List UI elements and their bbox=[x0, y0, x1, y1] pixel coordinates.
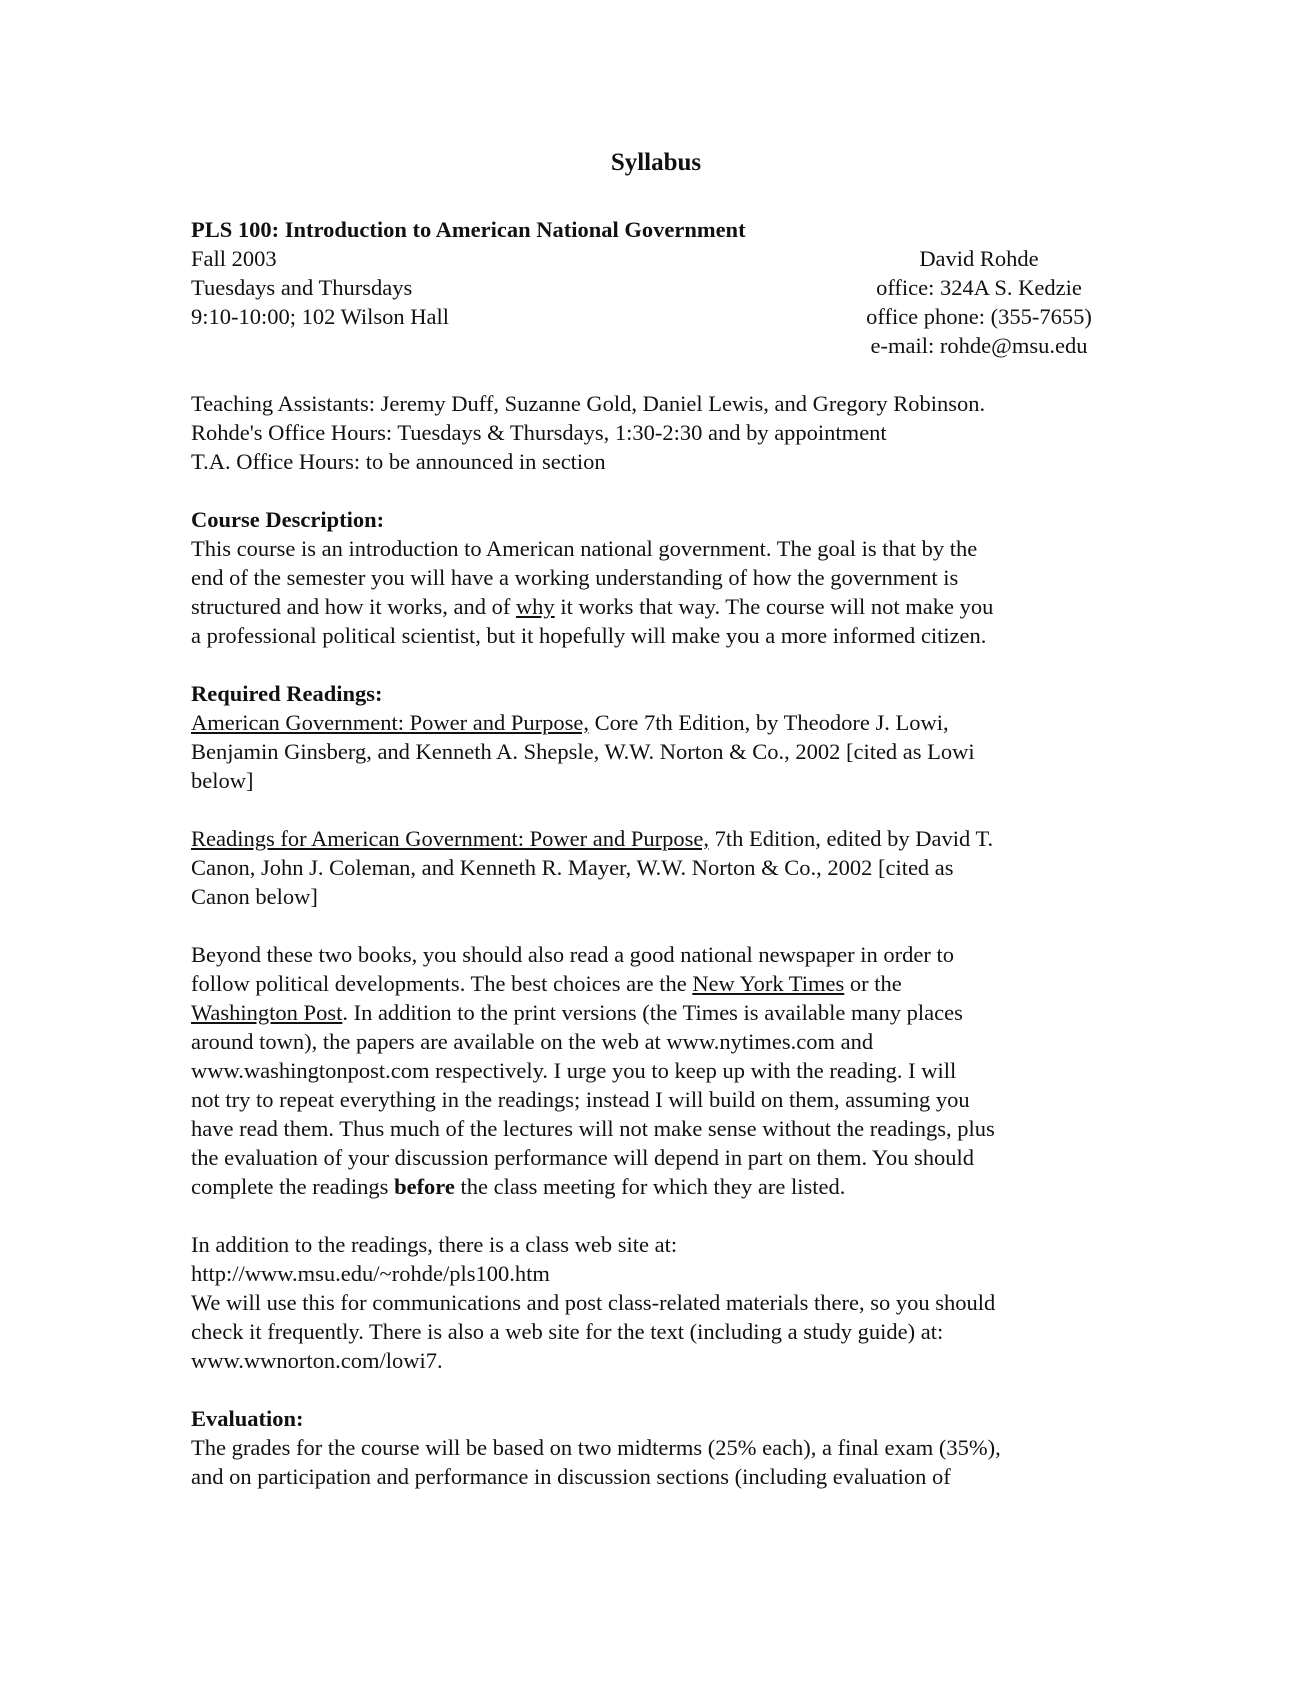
instructor-name: David Rohde bbox=[919, 246, 1039, 271]
book2-line: Canon, John J. Coleman, and Kenneth R. Mayer, W.W. Norton & Co., 2002 [cited as bbox=[191, 855, 954, 880]
course-header bbox=[191, 244, 1121, 360]
page-title: Syllabus bbox=[610, 149, 702, 176]
course-term: Fall 2003 bbox=[191, 246, 277, 271]
description-text: structured and how it works, and of bbox=[191, 594, 516, 619]
paragraph-text: or the bbox=[844, 971, 902, 996]
evaluation-section bbox=[191, 1404, 1121, 1491]
nyt-title: New York Times bbox=[692, 971, 845, 996]
ta-office-hours: T.A. Office Hours: to be announced in section bbox=[191, 449, 606, 474]
book2-title: Readings for American Government: Power and Purpose, bbox=[191, 826, 710, 851]
book1-details: Core 7th Edition, by Theodore J. Lowi, bbox=[589, 710, 949, 735]
paragraph-text: follow political developments. The best choices are the bbox=[191, 971, 693, 996]
course-description-heading: Course Description: bbox=[191, 507, 385, 532]
book1-line bbox=[191, 708, 1121, 737]
book2-line: Canon below] bbox=[191, 884, 318, 909]
website-paragraph bbox=[191, 1230, 1121, 1375]
instructor-email: e-mail: rohde@msu.edu bbox=[870, 333, 1088, 358]
paragraph-text: . In addition to the print versions (the Times is available many places bbox=[342, 1000, 963, 1025]
book2-details: 7th Edition, edited by David T. bbox=[709, 826, 994, 851]
description-text: it works that way. The course will not make you bbox=[554, 594, 994, 619]
description-line: This course is an introduction to American national government. The goal is that by the bbox=[191, 536, 978, 561]
paragraph-line bbox=[191, 969, 1121, 998]
description-line bbox=[191, 592, 1121, 621]
paragraph-line: We will use this for communications and post class-related materials there, so you should bbox=[191, 1290, 996, 1315]
paragraph-line: the evaluation of your discussion performance will depend in part on them. You should bbox=[191, 1145, 974, 1170]
instructor-office: office: 324A S. Kedzie bbox=[876, 275, 1082, 300]
paragraph-line bbox=[191, 998, 1121, 1027]
book2-line bbox=[191, 824, 1121, 853]
required-readings-section bbox=[191, 679, 1121, 795]
course-info bbox=[191, 244, 449, 360]
instructor-info bbox=[819, 244, 1139, 360]
instructor-phone: office phone: (355-7655) bbox=[866, 304, 1092, 329]
book1-line: Benjamin Ginsberg, and Kenneth A. Shepsle, W.W. Norton & Co., 2002 [cited as Lowi bbox=[191, 739, 975, 764]
class-website-url: http://www.msu.edu/~rohde/pls100.htm bbox=[191, 1261, 550, 1286]
required-readings-heading: Required Readings: bbox=[191, 681, 383, 706]
course-days: Tuesdays and Thursdays bbox=[191, 275, 413, 300]
paragraph-line bbox=[191, 1172, 1121, 1201]
rohde-office-hours: Rohde's Office Hours: Tuesdays & Thursdays, 1:30-2:30 and by appointment bbox=[191, 420, 887, 445]
book1-line: below] bbox=[191, 768, 254, 793]
paragraph-line: Beyond these two books, you should also read a good national newspaper in order to bbox=[191, 942, 954, 967]
teaching-assistants: Teaching Assistants: Jeremy Duff, Suzanne Gold, Daniel Lewis, and Gregory Robinson. bbox=[191, 391, 986, 416]
text-website-url: www.wwnorton.com/lowi7. bbox=[191, 1348, 443, 1373]
book1-title: American Government: Power and Purpose, bbox=[191, 710, 590, 735]
staff-section bbox=[191, 389, 1121, 476]
emphasis-why: why bbox=[515, 594, 555, 619]
paragraph-line: In addition to the readings, there is a class web site at: bbox=[191, 1232, 678, 1257]
course-description-section bbox=[191, 505, 1121, 650]
evaluation-heading: Evaluation: bbox=[191, 1406, 304, 1431]
paragraph-line: www.washingtonpost.com respectively. I urge you to keep up with the reading. I will bbox=[191, 1058, 957, 1083]
paragraph-line: not try to repeat everything in the readings; instead I will build on them, assuming you bbox=[191, 1087, 970, 1112]
course-title: PLS 100: Introduction to American National Government bbox=[191, 217, 746, 242]
paragraph-text: complete the readings bbox=[191, 1174, 395, 1199]
paragraph-line: and on participation and performance in discussion sections (including evaluation of bbox=[191, 1464, 951, 1489]
paragraph-line: check it frequently. There is also a web site for the text (including a study guide) at: bbox=[191, 1319, 944, 1344]
syllabus-content bbox=[191, 148, 1121, 1491]
wapo-title: Washington Post bbox=[191, 1000, 343, 1025]
newspaper-paragraph bbox=[191, 940, 1121, 1201]
emphasis-before: before bbox=[394, 1174, 455, 1199]
description-line: end of the semester you will have a working understanding of how the government is bbox=[191, 565, 959, 590]
book2-entry bbox=[191, 824, 1121, 911]
paragraph-line: have read them. Thus much of the lectures will not make sense without the readings, plus bbox=[191, 1116, 995, 1141]
paragraph-line: around town), the papers are available on the web at www.nytimes.com and bbox=[191, 1029, 874, 1054]
paragraph-line: The grades for the course will be based on two midterms (25% each), a final exam (35%), bbox=[191, 1435, 1001, 1460]
description-line: a professional political scientist, but it hopefully will make you a more informed citizen. bbox=[191, 623, 987, 648]
course-time-place: 9:10-10:00; 102 Wilson Hall bbox=[191, 304, 450, 329]
paragraph-text: the class meeting for which they are listed. bbox=[454, 1174, 846, 1199]
